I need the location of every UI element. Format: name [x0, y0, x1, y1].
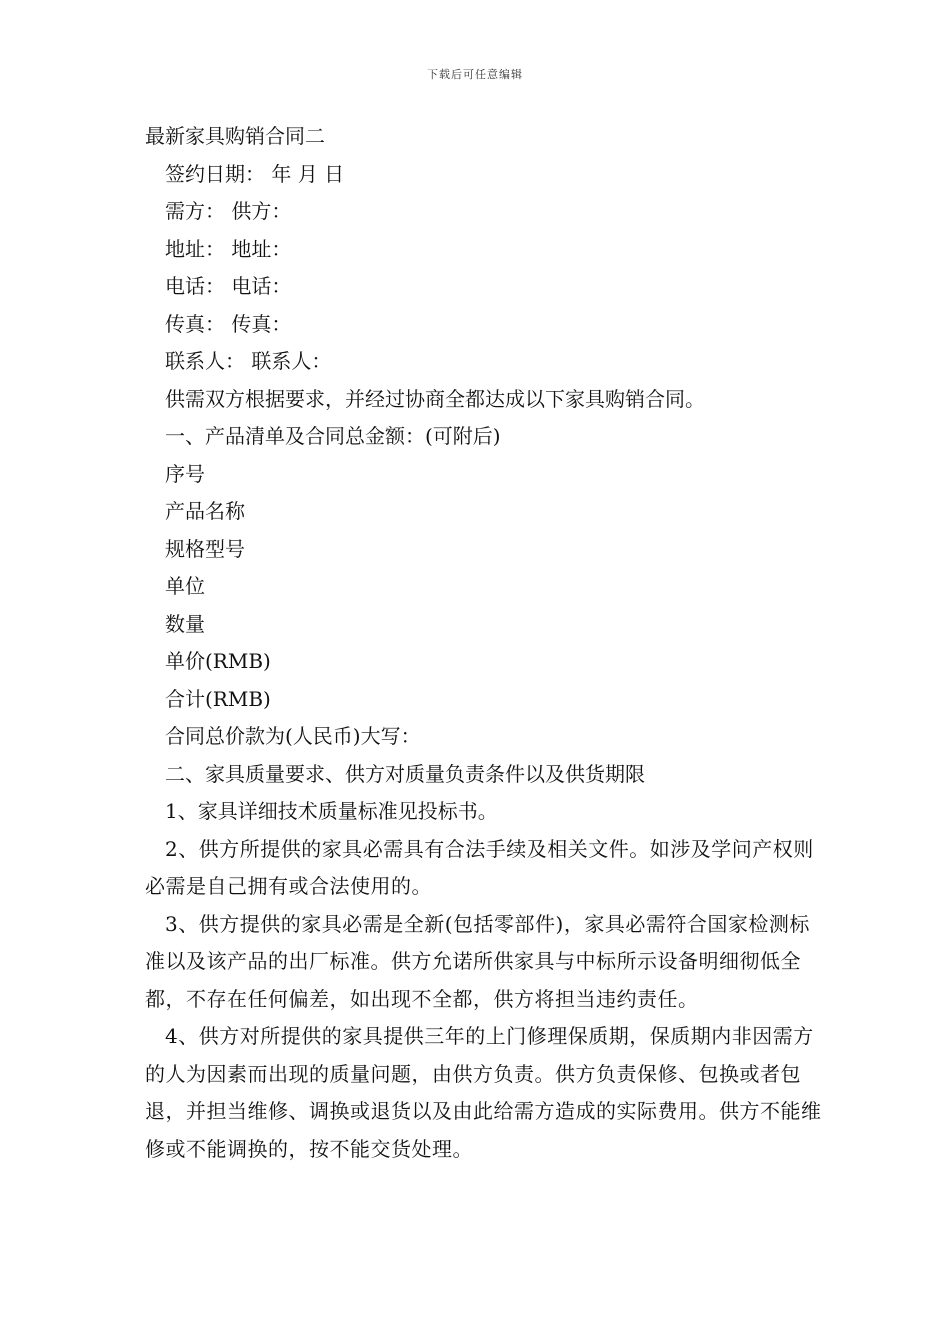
address-line: 地址： 地址： [165, 236, 292, 261]
intro-paragraph: 供需双方根据要求，并经过协商全都达成以下家具购销合同。 [165, 386, 705, 411]
table-column-product-name: 产品名称 [165, 499, 245, 523]
parties-line: 需方： 供方： [165, 199, 292, 223]
clause-3: 3、供方提供的家具必需是全新(包括零部件)，家具必需符合国家检测标准以及该产品的出厂标准。供方允诺所供家具与中标所示设备明细彻低全都，不存在任何偏差，如出现不全都，供方将担当违约责任。 [145, 911, 810, 1011]
table-column-subtotal: 合计(RMB) [165, 686, 271, 711]
clause-1: 1、家具详细技术质量标准见投标书。 [165, 799, 498, 823]
section-2-heading: 二、家具质量要求、供方对质量负责条件以及供货期限 [165, 761, 645, 786]
fax-line: 传真： 传真： [165, 311, 292, 336]
total-amount-line: 合同总价款为(人民币)大写： [165, 724, 421, 748]
clause-2: 2、供方所提供的家具必需具有合法手续及相关文件。如涉及学问产权则必需是自己拥有或合法使用的。 [145, 836, 814, 898]
table-column-quantity: 数量 [165, 611, 205, 636]
contact-line: 联系人： 联系人： [165, 349, 332, 373]
sign-date-line: 签约日期： 年 月 日 [165, 161, 345, 186]
contract-document [145, 118, 825, 1168]
table-column-spec-model: 规格型号 [165, 536, 245, 561]
document-title: 最新家具购销合同二 [145, 124, 325, 148]
table-column-serial: 序号 [165, 461, 205, 486]
section-1-heading: 一、产品清单及合同总金额：(可附后) [165, 424, 501, 448]
clause-4: 4、供方对所提供的家具提供三年的上门修理保质期，保质期内非因需方的人为因素而出现的质量问题，由供方负责。供方负责保修、包换或者包退，并担当维修、调换或退货以及由此给需方造成的实际费用。供方不能维修或不能调换的，按不能交货处理。 [145, 1024, 822, 1161]
table-column-unit: 单位 [165, 574, 205, 598]
page-header-note: 下载后可任意编辑 [427, 68, 523, 81]
table-column-unit-price: 单价(RMB) [165, 649, 271, 673]
phone-line: 电话： 电话： [165, 274, 292, 298]
